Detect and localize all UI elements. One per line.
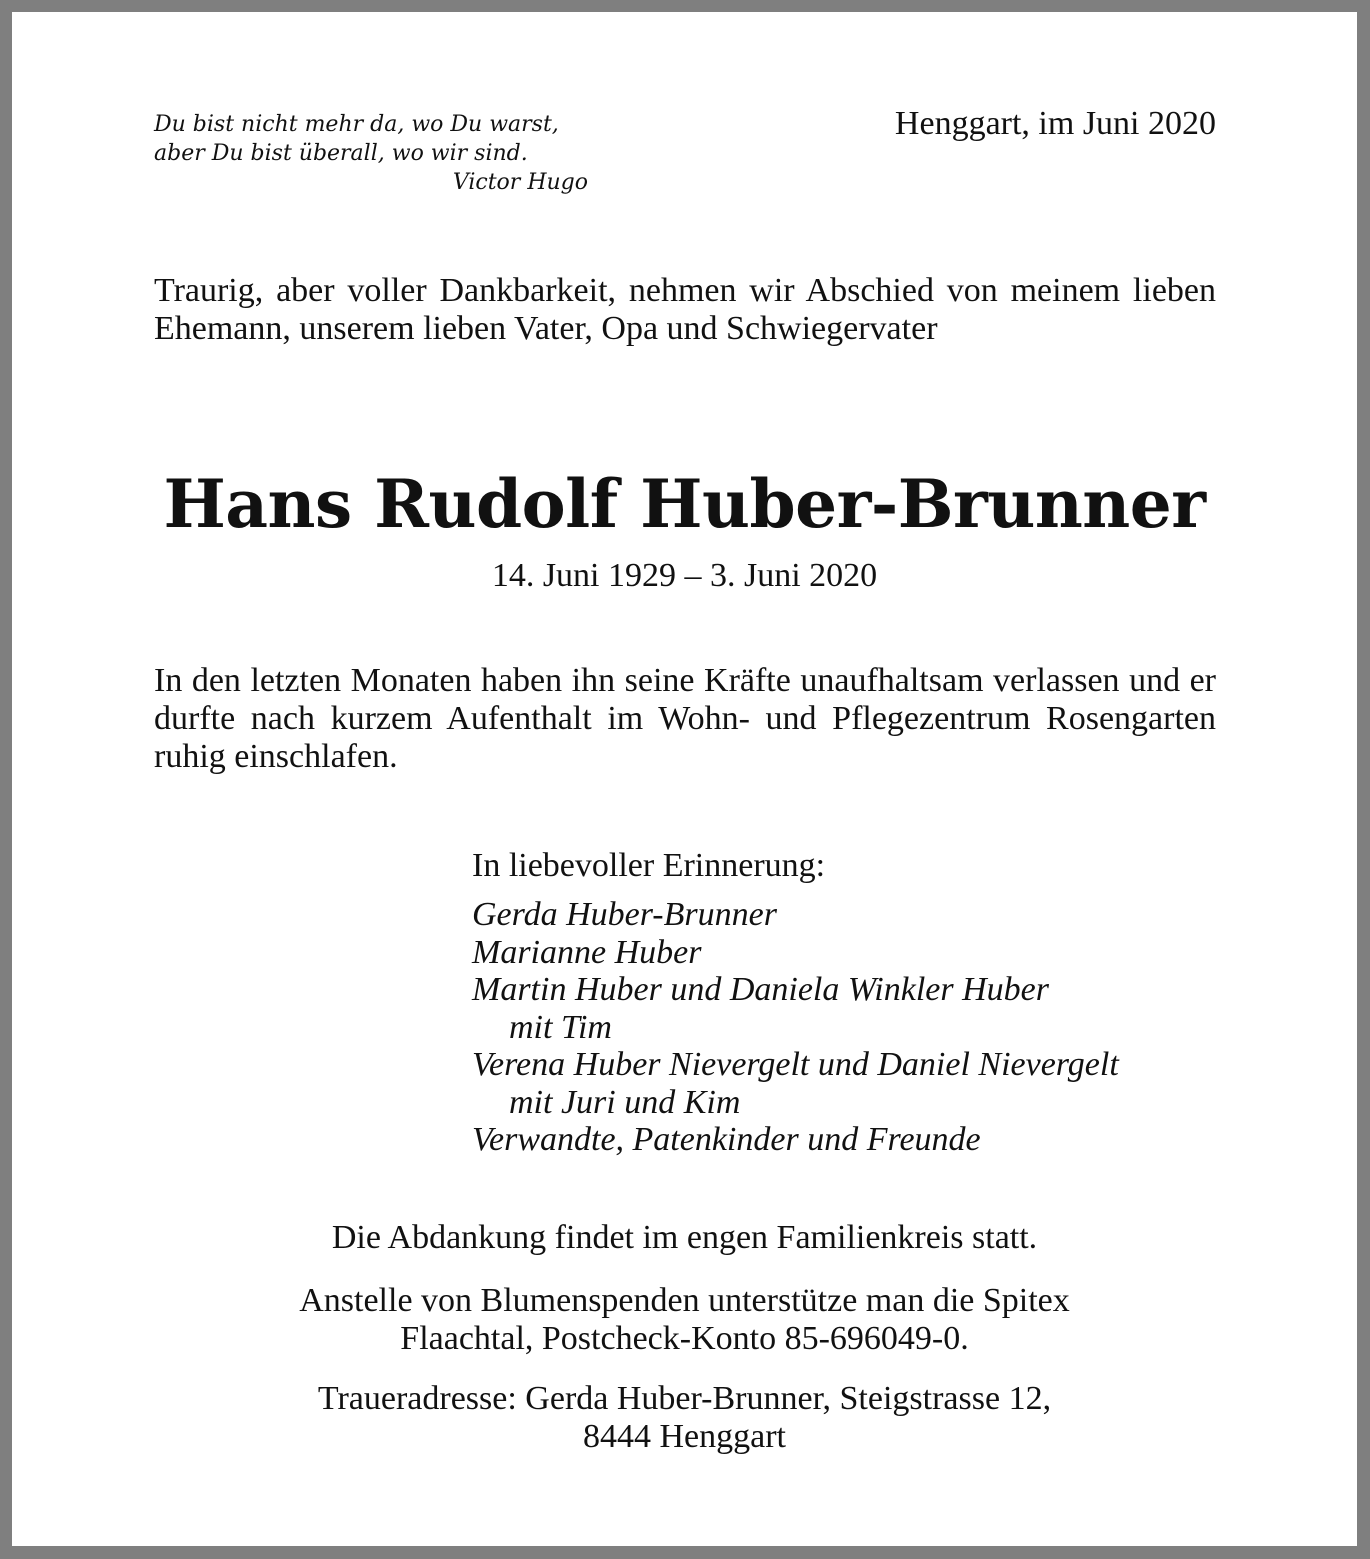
place-date: Henggart, im Juni 2020	[894, 105, 1216, 142]
quote-author: Victor Hugo	[452, 170, 588, 195]
memory-heading: In liebevoller Erinnerung:	[472, 847, 826, 884]
mourner-item: Verena Huber Nievergelt und Daniel Nievergelt	[472, 1046, 1119, 1083]
mourner-item: Verwandte, Patenkinder und Freunde	[472, 1121, 981, 1158]
address-line: Traueradresse: Gerda Huber-Brunner, Steigstrasse 12,	[317, 1380, 1052, 1417]
deceased-name: Hans Rudolf Huber-Brunner	[163, 465, 1206, 543]
donation-line: Flaachtal, Postcheck-Konto 85-696049-0.	[400, 1320, 969, 1357]
mourner-subitem: mit Tim	[509, 1008, 612, 1046]
intro-text: Traurig, aber voller Dankbarkeit, nehmen wir Abschied von meinem lieben Ehemann, unserem lieben Vater, Opa und Schwiegervater	[154, 272, 1216, 347]
mourner-item: Marianne Huber	[472, 933, 702, 971]
mourner-subitem: mit Juri und Kim	[509, 1083, 741, 1121]
life-dates: 14. Juni 1929 – 3. Juni 2020	[491, 557, 878, 594]
quote-line: aber Du bist überall, wo wir sind.	[154, 141, 528, 166]
body-text: In den letzten Monaten haben ihn seine Kräfte unaufhaltsam verlassen und er durfte nach kurzem Aufenthalt im Wohn- und Pflegezentrum Rosengarten ruhig einschlafen.	[154, 662, 1216, 775]
address-line: 8444 Henggart	[582, 1418, 786, 1455]
donation-note	[12, 1282, 1357, 1358]
quote-line: Du bist nicht mehr da, wo Du warst,	[154, 112, 559, 137]
mourner-item: Martin Huber und Daniela Winkler Huber	[472, 971, 1049, 1008]
donation-line: Anstelle von Blumenspenden unterstütze man die Spitex	[299, 1282, 1070, 1319]
epigraph-quote	[154, 110, 614, 197]
mourning-address	[12, 1380, 1357, 1456]
mourner-item: Gerda Huber-Brunner	[472, 896, 777, 933]
obituary-notice	[12, 12, 1357, 1546]
ceremony-note: Die Abdankung findet im engen Familienkreis statt.	[331, 1219, 1038, 1256]
mourners-list	[472, 896, 1272, 1159]
